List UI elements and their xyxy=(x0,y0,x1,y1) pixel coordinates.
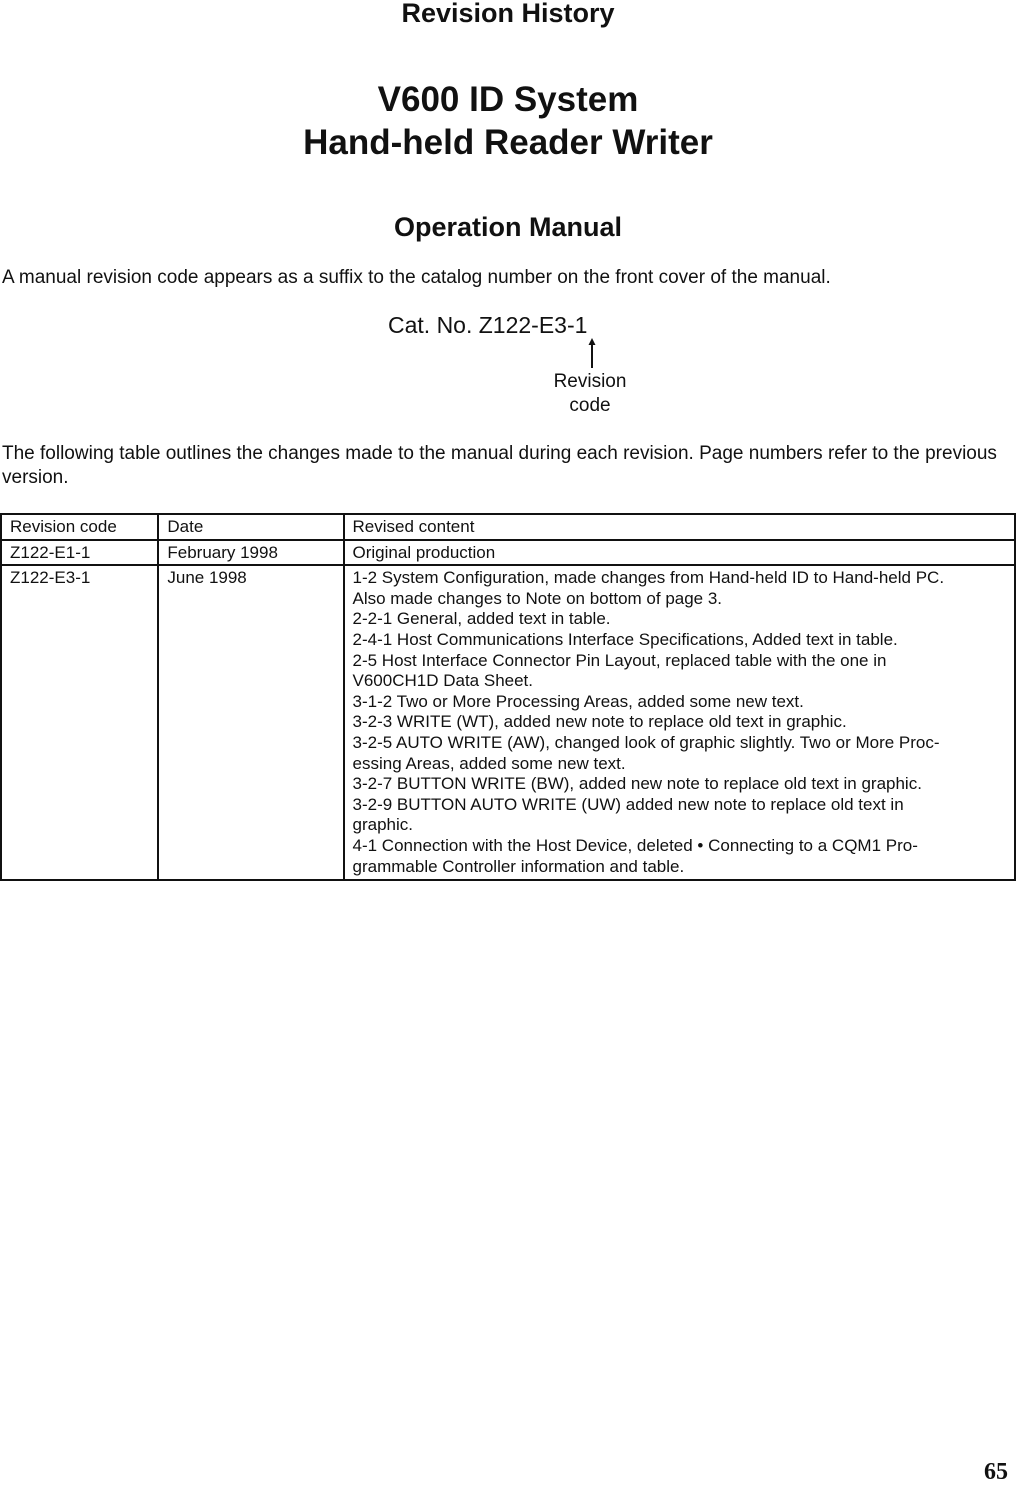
content-line: 3-2-9 BUTTON AUTO WRITE (UW) added new note to replace old text in xyxy=(352,794,904,814)
revision-label-line-1: Revision xyxy=(553,371,627,392)
content-line: V600CH1D Data Sheet. xyxy=(352,671,534,691)
content-line: essing Areas, added some new text. xyxy=(352,753,626,773)
document-title xyxy=(0,78,1016,164)
intro-paragraph: A manual revision code appears as a suffix to the catalog number on the front cover of the manual. xyxy=(2,267,831,288)
header-revision-code: Revision code xyxy=(1,514,158,540)
document-subtitle: Operation Manual xyxy=(393,212,623,242)
catalog-number: Cat. No. Z122-E3-1 xyxy=(388,312,588,338)
content-line: grammable Controller information and table. xyxy=(352,856,685,876)
table-row xyxy=(1,540,1015,566)
page-number: 65 xyxy=(984,1459,1008,1485)
cell-revision-code: Z122-E3-1 xyxy=(1,565,158,880)
table-row xyxy=(1,565,1015,880)
content-line: Original production xyxy=(352,542,496,562)
header-revised-content: Revised content xyxy=(344,514,1015,540)
content-line: 4-1 Connection with the Host Device, deleted • Connecting to a CQM1 Pro- xyxy=(352,835,918,855)
table-header-row xyxy=(1,514,1015,540)
revision-label-line-2: code xyxy=(569,395,611,416)
content-line: 3-2-7 BUTTON WRITE (BW), added new note to replace old text in graphic. xyxy=(352,774,922,794)
content-line: 3-1-2 Two or More Processing Areas, added some new text. xyxy=(352,691,804,711)
cell-revised-content xyxy=(344,565,1015,880)
cell-revision-code: Z122-E1-1 xyxy=(1,540,158,566)
arrow-up-icon xyxy=(587,338,597,368)
content-line: 2-4-1 Host Communications Interface Specifications, Added text in table. xyxy=(352,629,898,649)
cell-date: February 1998 xyxy=(158,540,343,566)
table-intro-paragraph: The following table outlines the changes made to the manual during each revision. Page numbers refer to the previous version. xyxy=(2,443,997,488)
content-line: 2-5 Host Interface Connector Pin Layout, replaced table with the one in xyxy=(352,650,887,670)
content-line: graphic. xyxy=(352,815,413,835)
running-head: Revision History xyxy=(401,0,615,28)
revision-table xyxy=(0,513,1016,881)
cell-revised-content xyxy=(344,540,1015,566)
cell-date: June 1998 xyxy=(158,565,343,880)
content-line: Also made changes to Note on bottom of page 3. xyxy=(352,588,723,608)
content-line: 1-2 System Configuration, made changes from Hand-held ID to Hand-held PC. xyxy=(352,568,945,588)
title-line-1: V600 ID System xyxy=(377,80,639,119)
content-line: 3-2-3 WRITE (WT), added new note to replace old text in graphic. xyxy=(352,712,847,732)
content-line: 2-2-1 General, added text in table. xyxy=(352,609,611,629)
title-line-2: Hand-held Reader Writer xyxy=(303,123,713,162)
revision-code-label xyxy=(540,370,640,418)
content-line: 3-2-5 AUTO WRITE (AW), changed look of graphic slightly. Two or More Proc- xyxy=(352,732,940,752)
header-date: Date xyxy=(158,514,343,540)
